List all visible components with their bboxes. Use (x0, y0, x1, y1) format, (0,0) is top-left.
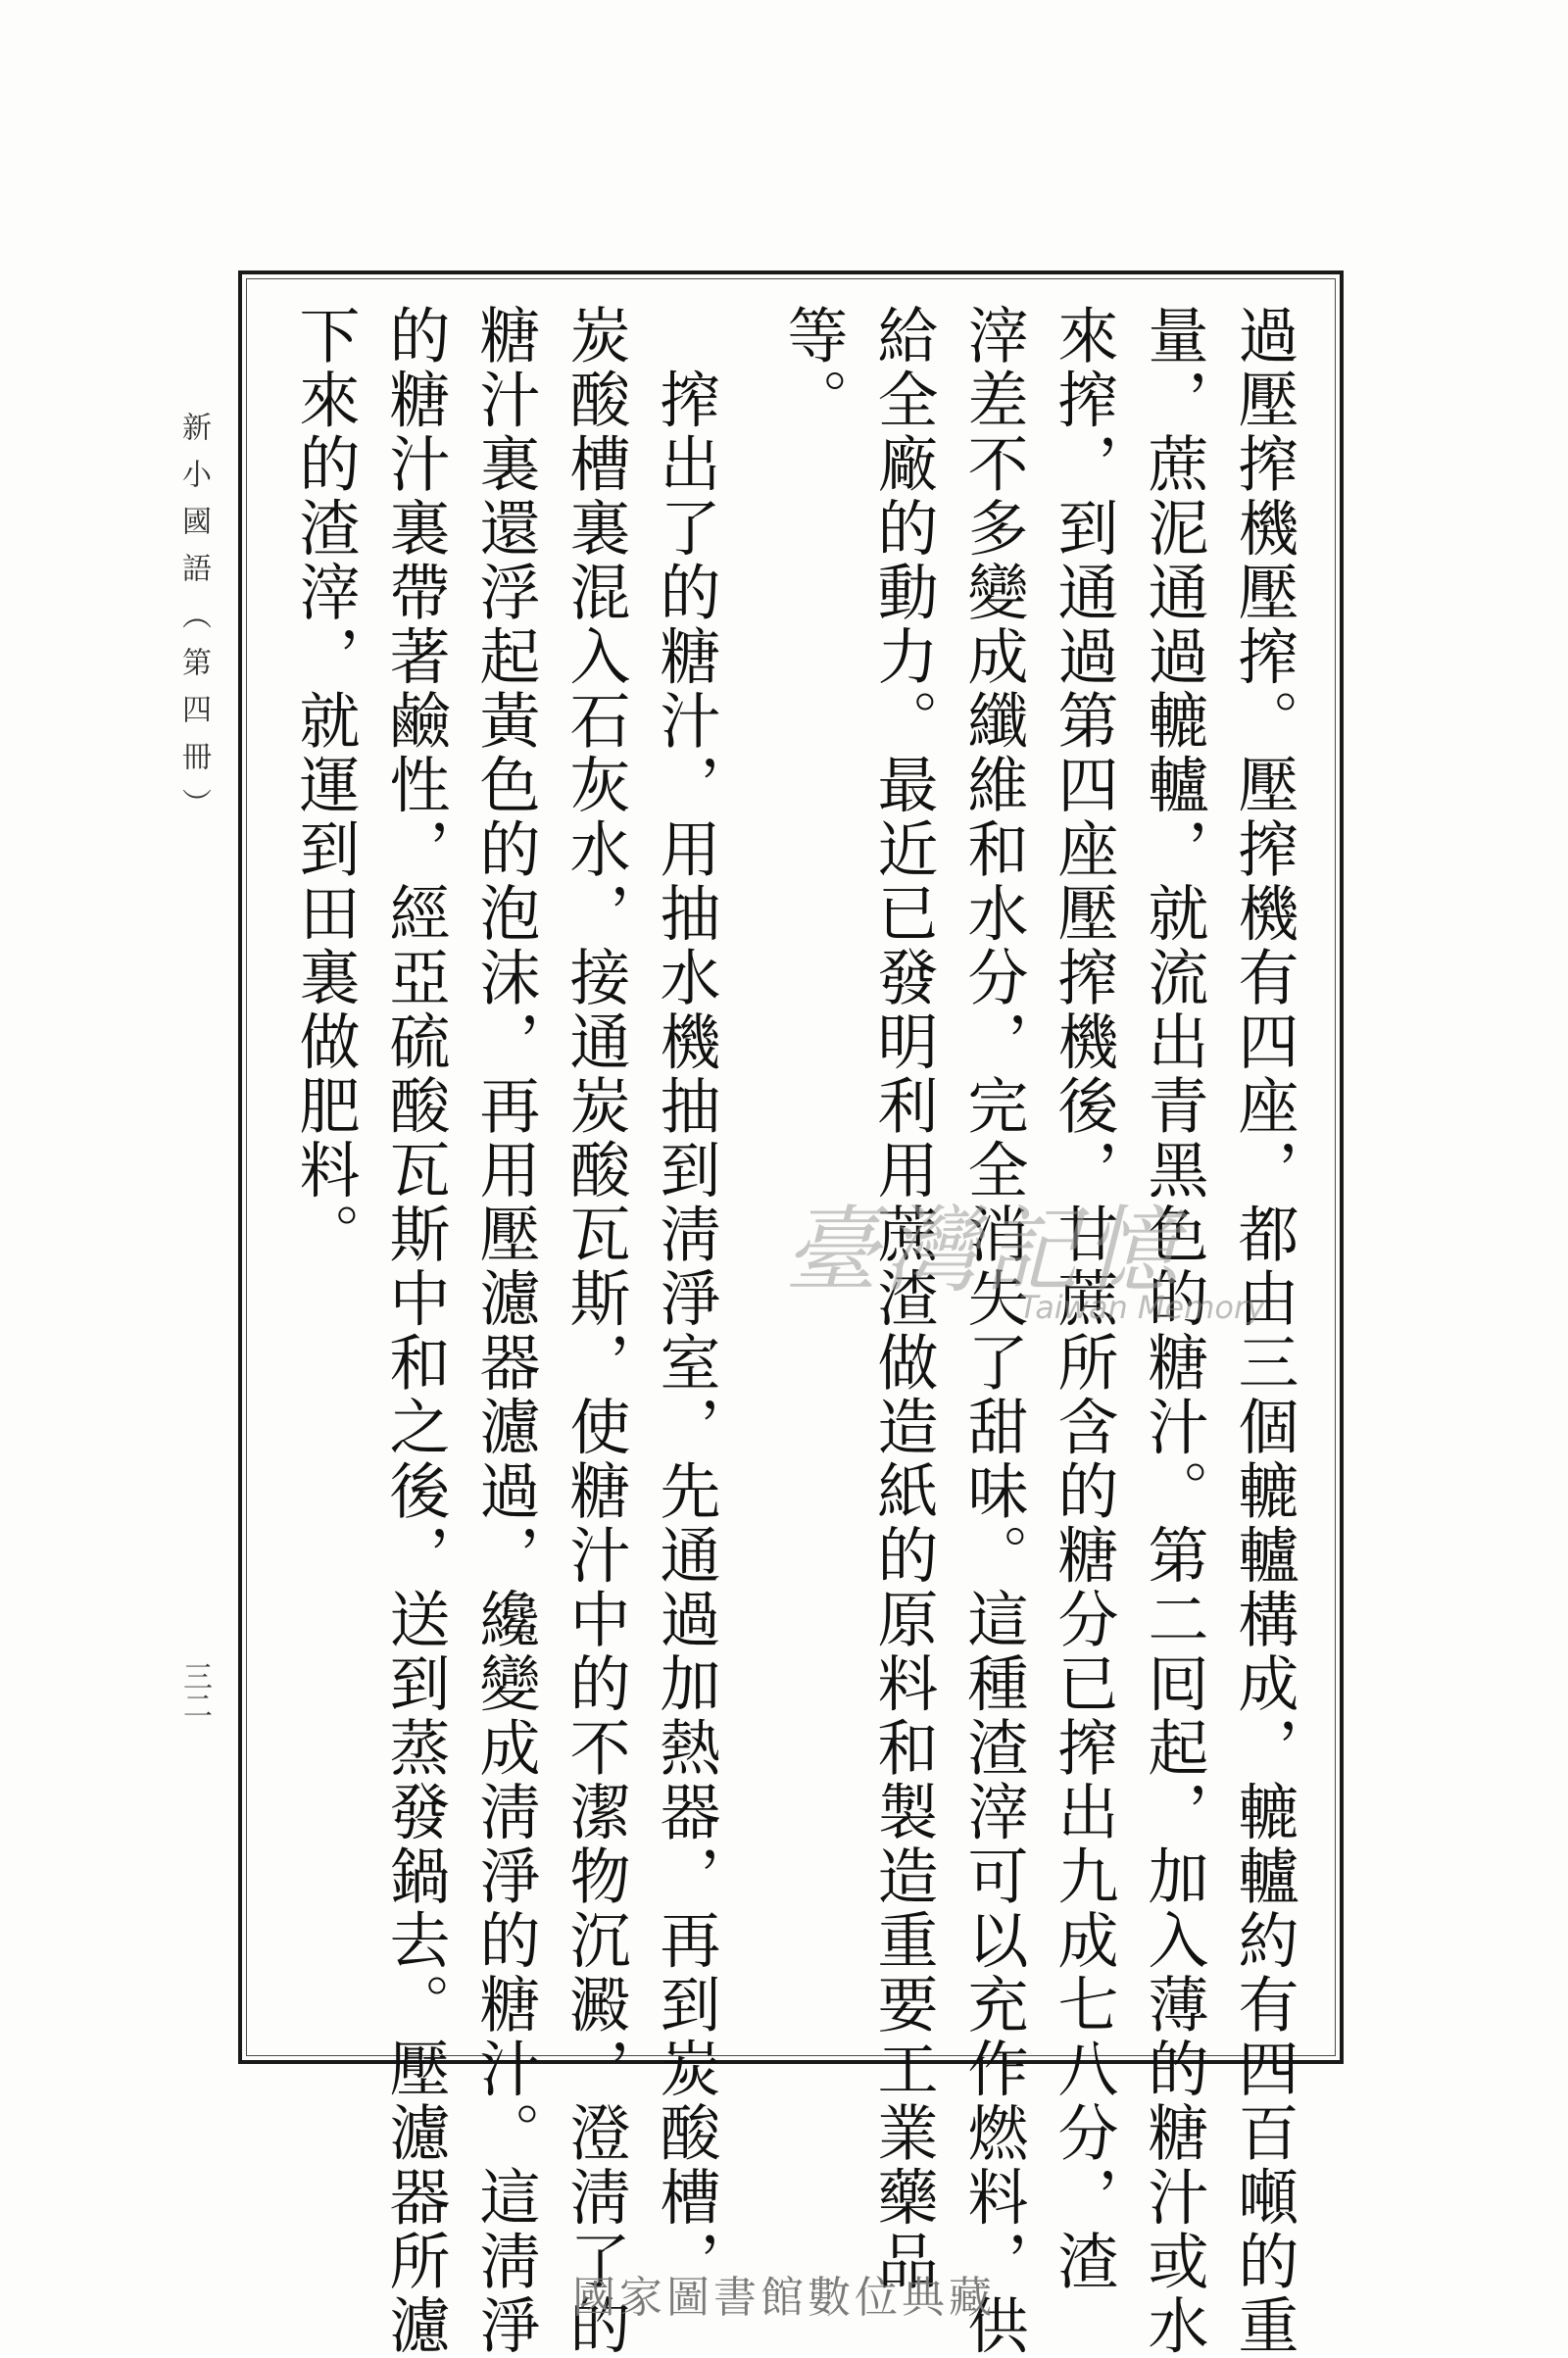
text-column-8: 炭酸槽裏混入石灰水，接通炭酸瓦斯，使糖汁中的不潔物沉澱，澄淸了的 (560, 304, 631, 2358)
text-column-10: 的糖汁裏帶著鹼性，經亞硫酸瓦斯中和之後，送到蒸發鍋去。壓濾器所濾 (379, 304, 451, 2358)
text-column-3: 來搾，到通過第四座壓搾機後，甘蔗所含的糖分已搾出九成七八分，渣 (1048, 304, 1119, 2294)
watermark-english-text: Taiwan Memory (1019, 1289, 1266, 1326)
page-number: 三二 (177, 1661, 212, 1720)
text-column-4: 滓差不多變成纖維和水分，完全消失了甜味。這種渣滓可以充作燃料，供 (957, 304, 1029, 2358)
footer-credit: 國家圖書館數位典藏 (572, 2273, 996, 2323)
running-header: 新小國語（第四冊） (176, 412, 211, 835)
text-column-2: 量，蔗泥通過轆轤，就流出青黑色的糖汁。第二囘起，加入薄的糖汁或水 (1138, 304, 1209, 2358)
text-column-6: 等。 (777, 304, 849, 432)
text-column-5: 給全廠的動力。最近已發明利用蔗渣做造紙的原料和製造重要工業藥品 (867, 304, 939, 2294)
watermark-chinese-text: 臺灣記憶 (784, 1196, 1184, 1305)
text-column-11: 下來的渣滓，就運到田裏做肥料。 (289, 304, 361, 1267)
text-column-7: 搾出了的糖汁，用抽水機抽到淸淨室，先通過加熱器，再到炭酸槽， (650, 304, 721, 2294)
text-column-9: 糖汁裏還浮起黃色的泡沫，再用壓濾器濾過，纔變成淸淨的糖汁。這淸淨 (469, 304, 541, 2358)
text-column-1: 過壓搾機壓搾。壓搾機有四座，都由三個轆轤構成，轆轤約有四百噸的重 (1228, 304, 1299, 2358)
